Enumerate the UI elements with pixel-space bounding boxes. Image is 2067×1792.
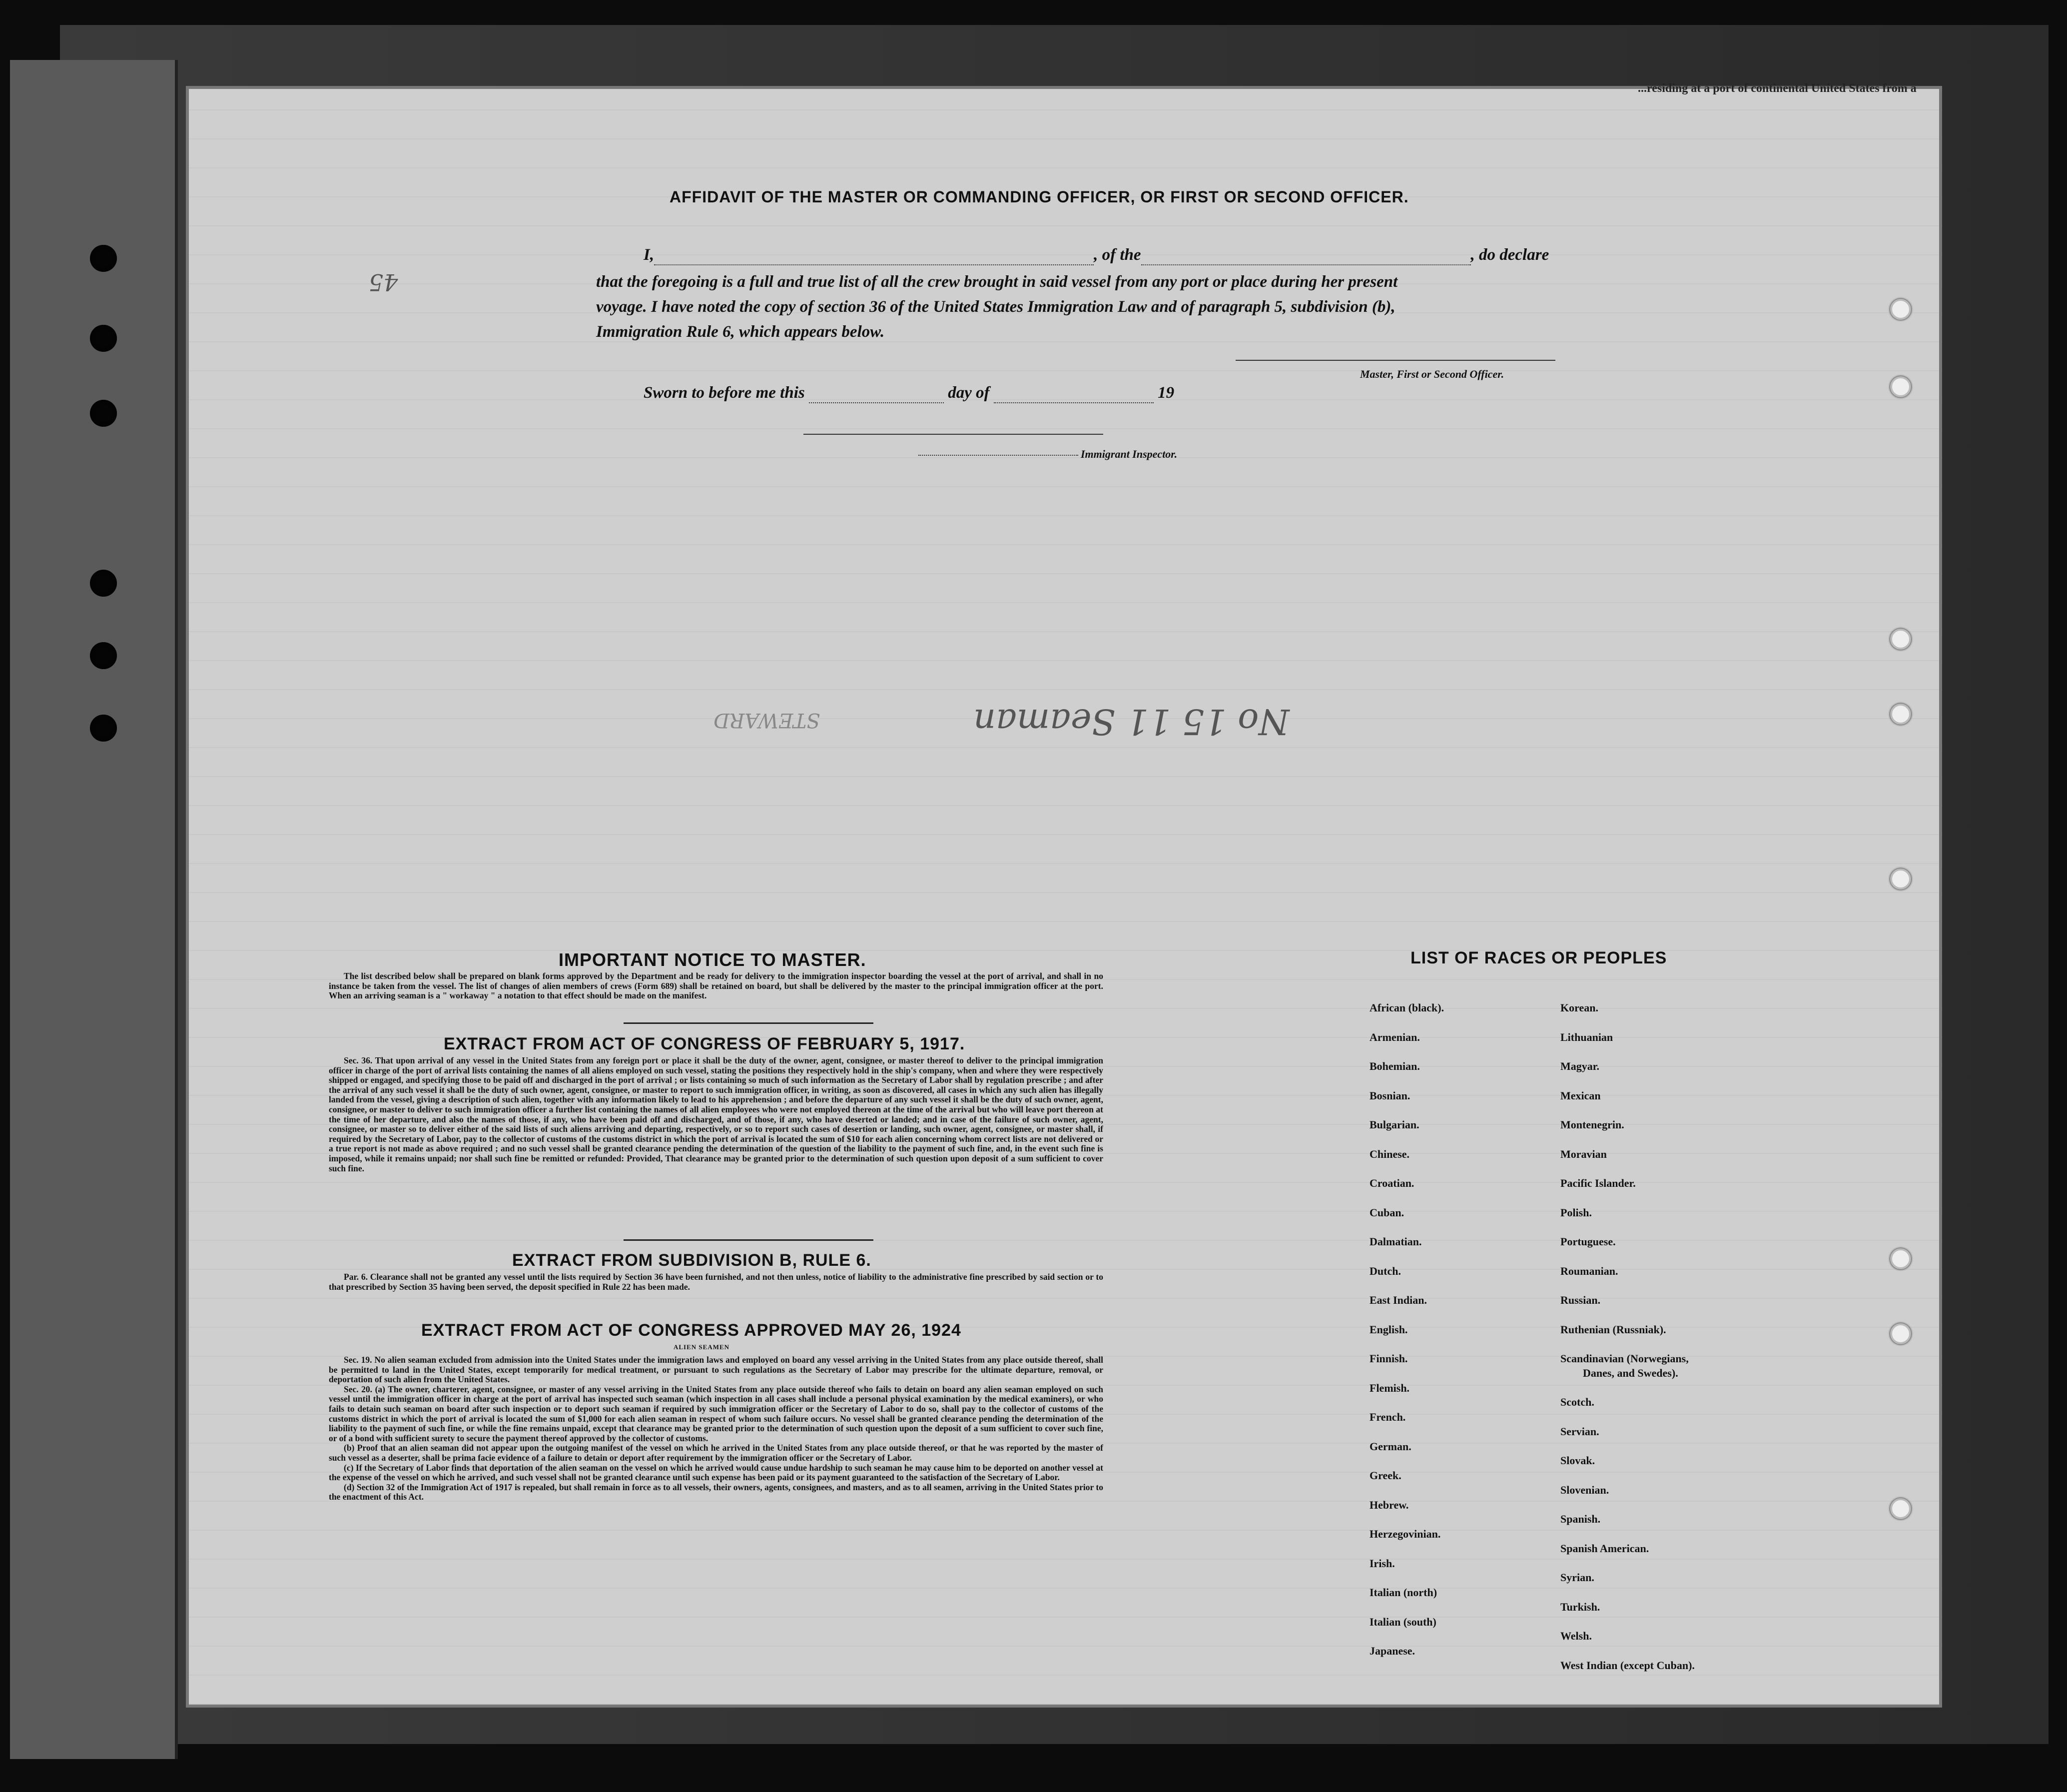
extract3-title: EXTRACT FROM ACT OF CONGRESS APPROVED MAY 26, 1924 <box>421 1321 961 1340</box>
race-item: Bosnian. <box>1370 1089 1410 1102</box>
race-item: Portuguese. <box>1560 1235 1616 1248</box>
sworn-day-blank[interactable] <box>809 384 944 403</box>
binder-hole <box>90 642 117 669</box>
ring-hole <box>1890 299 1911 320</box>
race-item: Russian. <box>1560 1294 1601 1306</box>
ring-hole <box>1890 629 1911 650</box>
declaration-line-2: that the foregoing is a full and true list of all the crew brought in said vessel from any port or place during her present <box>596 273 1398 291</box>
notice-title: IMPORTANT NOTICE TO MASTER. <box>559 949 866 970</box>
binder-hole <box>90 400 117 427</box>
race-item: Japanese. <box>1370 1645 1415 1657</box>
extract1-title: EXTRACT FROM ACT OF CONGRESS OF FEBRUARY 5, 1917. <box>444 1034 965 1053</box>
declare-of-the: , of the <box>1094 246 1141 264</box>
master-label: Master, First or Second Officer. <box>1360 368 1504 380</box>
affidavit-title: AFFIDAVIT OF THE MASTER OR COMMANDING OFFICER, OR FIRST OR SECOND OFFICER. <box>670 188 1409 206</box>
race-item: Montenegrin. <box>1560 1118 1624 1131</box>
race-item: Lithuanian <box>1560 1030 1613 1043</box>
race-item: Scandinavian (Norwegians, <box>1560 1352 1689 1365</box>
race-item: Bulgarian. <box>1370 1118 1419 1131</box>
race-item: Slovenian. <box>1560 1483 1609 1496</box>
race-item: Italian (north) <box>1370 1586 1437 1599</box>
declare-i: I, <box>644 246 655 264</box>
sworn-prefix: Sworn to before me this <box>644 384 805 402</box>
race-item: Korean. <box>1560 1001 1598 1014</box>
race-item: Italian (south) <box>1370 1615 1436 1628</box>
sworn-year: 19 <box>1158 384 1175 402</box>
race-item: Ruthenian (Russniak). <box>1560 1323 1666 1336</box>
race-item: Armenian. <box>1370 1030 1420 1043</box>
race-item: German. <box>1370 1440 1411 1453</box>
declaration-line-1 <box>644 246 1549 265</box>
race-item: Scotch. <box>1560 1396 1594 1408</box>
race-item: Irish. <box>1370 1557 1395 1570</box>
top-cut-text: ...residing at a port of continental United States from a <box>1638 82 1917 95</box>
ring-hole <box>1890 376 1911 397</box>
ring-hole <box>1890 1498 1911 1519</box>
races-title: LIST OF RACES OR PEOPLES <box>1410 948 1667 967</box>
vessel-name-blank[interactable] <box>1141 246 1471 265</box>
race-item: African (black). <box>1370 1001 1444 1014</box>
race-item: Bohemian. <box>1370 1060 1420 1072</box>
sec19-paragraph: Sec. 19. No alien seaman excluded from admission into the United States under the immigration laws and employed on board any vessel arriving in the United States from any place outside thereof, shall be permitted to land in the United States, except temporarily for medical treatment, or pursuant to such regulations as the Secretary of Labor may prescribe for the ultimate departure, removal, or deportation of such alien from the United States. <box>329 1355 1103 1385</box>
sec20d-paragraph: (d) Section 32 of the Immigration Act of 1917 is repealed, but shall remain in force as to all vessels, their owners, agents, consignees, and masters, and as to all seamen, arriving in the United States prior to the enactment of this Act. <box>329 1482 1103 1502</box>
handwritten-steward: STEWARD <box>713 709 820 732</box>
extract2-title: EXTRACT FROM SUBDIVISION B, RULE 6. <box>512 1251 871 1270</box>
extract1-body: Sec. 36. That upon arrival of any vessel in the United States from any foreign port or place it shall be the duty of the owner, agent, consignee, or master thereof to deliver to the principal immigration officer in charge of the port of arrival lists containing the names of all aliens employed on such vessel, stating the positions they respectively hold in the ship's company, when and where they were respectively shipped or engaged, and specifying those to be paid off and discharged in the port of arrival ; or lists containing so much of such information as the Secretary of Labor shall by regulation prescribe ; and after the arrival of any such vessel it shall be the duty of such owner, agent, consignee, or master to report to such immigration officer, in writing, as soon as discovered, all cases in which any such alien has illegally landed from the vessel, giving a description of such alien, together with any information likely to lead to his apprehension ; and before the departure of any such vessel it shall be the duty of such owner, agent, consignee, or master to deliver to such immigration officer a further list containing the names of all alien employees who were not employed thereon at the time of the arrival but who will leave port thereon at the time of her departure, and also the names of those, if any, who have been paid off and discharged, and of those, if any, who have deserted or landed; and in case of the failure of such owner, agent, consignee, or master so to deliver either of the said lists of such aliens arriving and departing, respectively, or so to report such cases of desertion or landing, such owner, agent, consignee, or master shall, if required by the Secretary of Labor, pay to the collector of customs of the customs district in which the port of arrival is located the sum of $10 for each alien concerning whom correct lists are not delivered or a true report is not made as above required ; and no such vessel shall be granted clearance pending the determination of the question of the liability to the payment of such fine, and, in the event such fine is imposed, while it remains unpaid; nor shall such fine be remitted or refunded: Provided, That clearance may be granted prior to the determination of such question upon deposit of a sum sufficient to cover such fine. <box>329 1055 1103 1173</box>
race-item: Greek. <box>1370 1469 1401 1482</box>
race-item: Syrian. <box>1560 1571 1594 1584</box>
race-item: Spanish. <box>1560 1513 1601 1525</box>
inspector-signature-line[interactable] <box>803 434 1103 435</box>
binder-hole <box>90 245 117 272</box>
extract2-body: Par. 6. Clearance shall not be granted any vessel until the lists required by Section 36 have been furnished, and not then unless, notice of liability to the administrative fine prescribed by said section or to that prescribed by Section 35 having been served, the deposit specified in Rule 22 has been made. <box>329 1272 1103 1292</box>
extract3-body <box>329 1355 1103 1502</box>
inspector-label: Immigrant Inspector. <box>1081 448 1178 460</box>
race-item: Turkish. <box>1560 1600 1600 1613</box>
divider <box>624 1022 873 1024</box>
declaration-line-3: voyage. I have noted the copy of section 36 of the United States Immigration Law and of paragraph 5, subdivision (b), <box>596 298 1395 316</box>
race-item: Polish. <box>1560 1206 1592 1219</box>
sec20c-paragraph: (c) If the Secretary of Labor finds that deportation of the alien seaman on the vessel on which he arrived would cause undue hardship to such seaman he may cause him to be deported on another vessel at the expense of the vessel on which he arrived, and such vessel shall not be granted clearance until such expense has been paid or its payment guaranteed to the satisfaction of the Secretary of Labor. <box>329 1462 1103 1483</box>
race-item: Dutch. <box>1370 1264 1401 1277</box>
sworn-month-blank[interactable] <box>994 384 1154 403</box>
race-item: Dalmatian. <box>1370 1235 1422 1248</box>
sec20a-paragraph: Sec. 20. (a) The owner, charterer, agent, consignee, or master of any vessel arriving in the United States from any place outside thereof who fails to detain on board any alien seaman employed on such vessel until the immigration officer in charge at the port of arrival has inspected such seaman (which inspection in all cases shall include a personal physical examination by the medical examiners), or who fails to detain such seaman on board after such inspection or to deport such seaman if required by such immigration officer or the Secretary of Labor to do so, shall pay to the collector of customs of the customs district in which the port of arrival is located the sum of $1,000 for each alien seaman in respect of whom such failure occurs. No vessel shall be granted clearance pending the determination of the liability to the payment of such fine, or while the fine remains unpaid, except that clearance may be granted prior to the determination of such question upon the deposit of a sum sufficient to cover such fine, or of a bond with sufficient surety to secure the payment thereof approved by the collector of customs. <box>329 1384 1103 1443</box>
race-item: English. <box>1370 1323 1408 1336</box>
race-item: Slovak. <box>1560 1454 1595 1467</box>
race-item: Mexican <box>1560 1089 1601 1102</box>
sworn-line <box>644 384 1174 403</box>
ring-hole <box>1890 1248 1911 1269</box>
master-signature-line[interactable] <box>1236 360 1555 361</box>
binder-hole <box>90 570 117 597</box>
binder-hole <box>90 715 117 742</box>
race-item: Welsh. <box>1560 1630 1592 1642</box>
divider <box>624 1239 873 1241</box>
race-item: West Indian (except Cuban). <box>1560 1659 1695 1672</box>
handwritten-page-number: 45 <box>369 269 398 296</box>
race-item: Finnish. <box>1370 1352 1408 1365</box>
binder-hole <box>90 325 117 352</box>
race-item: Magyar. <box>1560 1060 1600 1072</box>
declare-do-declare: , do declare <box>1470 246 1549 264</box>
ring-hole <box>1890 704 1911 725</box>
notice-body: The list described below shall be prepared on blank forms approved by the Department and be ready for delivery to the immigration inspector boarding the vessel at the port of arrival, and shall in no instance be taken from the vessel. The list of changes of alien members of crews (Form 689) shall be retained on board, but shall be delivered by the master to the principal immigration officer at the port. When an arriving seaman is a " workaway " a notation to that effect should be made on the manifest. <box>329 971 1103 1001</box>
race-item: Herzegovinian. <box>1370 1528 1441 1540</box>
race-item: Roumanian. <box>1560 1264 1618 1277</box>
race-item: Cuban. <box>1370 1206 1404 1219</box>
race-item: Hebrew. <box>1370 1498 1409 1511</box>
ring-hole <box>1890 1323 1911 1344</box>
race-item: French. <box>1370 1411 1406 1423</box>
declarant-name-blank[interactable] <box>654 246 1094 265</box>
race-item: Croatian. <box>1370 1177 1414 1189</box>
ring-hole <box>1890 869 1911 890</box>
race-item: Pacific Islander. <box>1560 1177 1636 1189</box>
binder-spine <box>10 60 178 1759</box>
race-item: Chinese. <box>1370 1147 1410 1160</box>
sec20b-paragraph: (b) Proof that an alien seaman did not appear upon the outgoing manifest of the vessel on which he arrived in the United States from any place outside thereof, or that he was reported by the master of such vessel as a deserter, shall be prima facie evidence of a failure to detain or deport after requirement by the immigration officer or the Secretary of Labor. <box>329 1443 1103 1463</box>
race-item: East Indian. <box>1370 1294 1427 1306</box>
inspector-name-line[interactable] <box>918 455 1078 456</box>
race-item: Danes, and Swedes). <box>1583 1366 1678 1379</box>
manifest-page <box>186 82 1942 1708</box>
race-item: Moravian <box>1560 1147 1607 1160</box>
race-item: Servian. <box>1560 1425 1599 1438</box>
extract3-subtitle: ALIEN SEAMEN <box>674 1343 730 1351</box>
declaration-line-4: Immigration Rule 6, which appears below. <box>596 323 885 341</box>
handwritten-note: No 15 11 Seaman <box>973 701 1290 742</box>
sworn-day-label: day of <box>948 384 990 402</box>
race-item: Flemish. <box>1370 1381 1410 1394</box>
race-item: Spanish American. <box>1560 1542 1649 1555</box>
